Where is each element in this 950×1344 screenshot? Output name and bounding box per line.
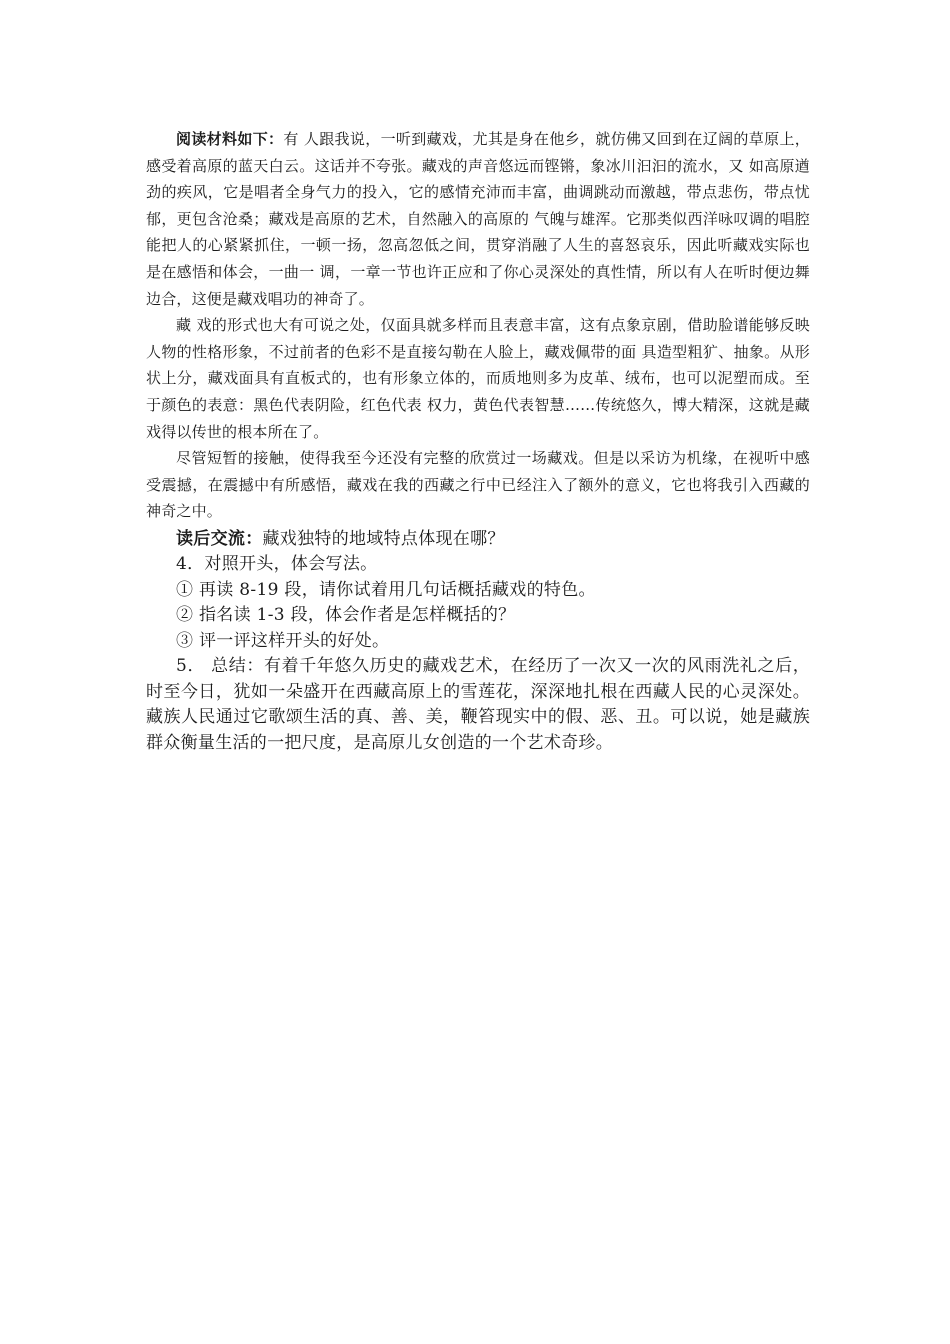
document-page <box>146 126 810 756</box>
step-4: 4．对照开头，体会写法。 <box>176 554 378 575</box>
step-5-summary: 5． 总结：有着千年悠久历史的藏戏艺术，在经历了一次又一次的风雨洗礼之后，时至今日，犹如一朵盛开在西藏高原上的雪莲花，深深地扎根在西藏人民的心灵深处。藏族人民通过它歌颂生活的真、善、美，鞭笞现实中的假、恶、丑。可以说，她是藏族群众衡量生活的一把尺度，是高原儿女创造的一个艺术奇珍。 <box>146 656 810 753</box>
discussion-line <box>146 527 810 553</box>
discussion-question: 藏戏独特的地域特点体现在哪？ <box>262 528 505 549</box>
step-4-item-1: ① 再读 8-19 段，请你试着用几句话概括藏戏的特色。 <box>176 579 596 600</box>
step-4-item-3: ③ 评一评这样开头的好处。 <box>176 630 390 651</box>
reading-paragraph-2: 藏 戏的形式也大有可说之处，仅面具就多样而且表意丰富，这有点象京剧，借助脸谱能够反映人物的性格形象，不过前者的色彩不是直接勾勒在人脸上，藏戏佩带的面 具造型粗犷、抽象。从形状上分，藏戏面具有直板式的，也有形象立体的，而质地则多为皮革、绒布，也可以泥塑而成。至于颜色的表意：黑色代表阴险，红色代表 权力，黄色代表智慧……传统悠久，博大精深，这就是藏戏得以传世的根本所在了。 <box>146 316 810 441</box>
reading-paragraph-1 <box>146 126 810 312</box>
reading-intro-label: 阅读材料如下： <box>176 130 284 148</box>
reading-paragraph-1-text: 有 人跟我说，一听到藏戏，尤其是身在他乡，就仿佛又回到在辽阔的草原上，感受着高原的蓝天白云。这话并不夸张。藏戏的声音悠远而铿锵，象冰川汩汩的流水，又 如高原遒劲的疾风，它是唱者全身气力的投入，它的感情充沛而丰富，曲调跳动而激越，带点悲伤，带点忧郁，更包含沧桑；藏戏是高原的艺术，自然融入的高原的 气魄与雄浑。它那类似西洋咏叹调的唱腔能把人的心紧紧抓住，一顿一扬，忽高忽低之间，贯穿消融了人生的喜怒哀乐，因此听藏戏实际也是在感悟和体会，一曲一 调，一章一节也许正应和了你心灵深处的真性情，所以有人在听时便边舞边合，这便是藏戏唱功的神奇了。 <box>146 130 810 308</box>
discussion-label: 读后交流： <box>176 528 263 549</box>
step-4-item-2: ② 指名读 1-3 段，体会作者是怎样概括的？ <box>176 605 516 626</box>
reading-paragraph-3: 尽管短暂的接触，使得我至今还没有完整的欣赏过一场藏戏。但是以采访为机缘，在视听中感受震撼，在震撼中有所感悟，藏戏在我的西藏之行中已经注入了额外的意义，它也将我引入西藏的神奇之中。 <box>146 449 810 521</box>
